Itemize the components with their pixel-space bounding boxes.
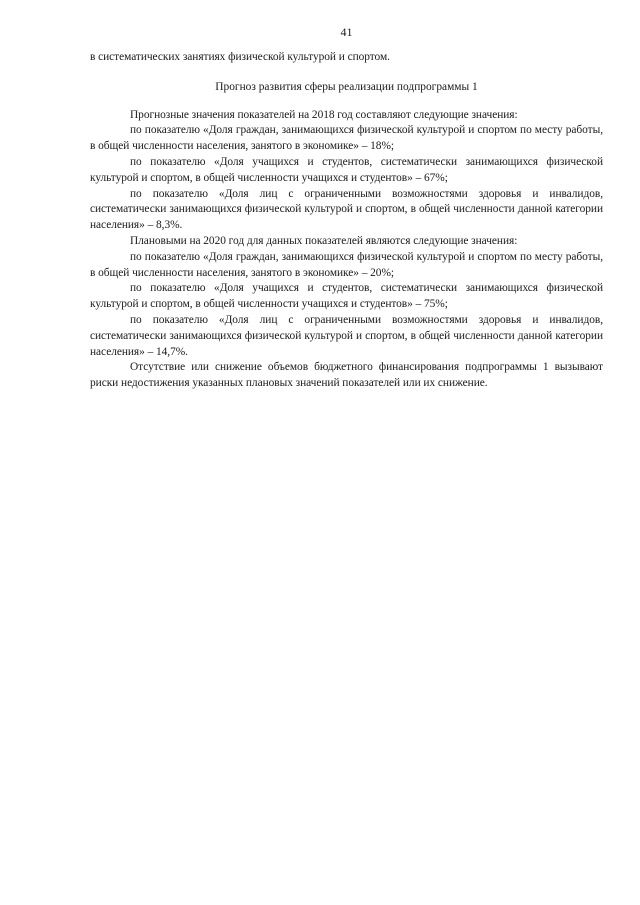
paragraph-funding-risk: Отсутствие или снижение объемов бюджетного финансирования подпрограммы 1 вызывают риски недостижения указанных плановых значений показателей или их снижение. [90, 361, 603, 390]
document-page [90, 24, 603, 392]
continuation-line: в систематических занятиях физической культурой и спортом. [90, 51, 390, 63]
page-number: 41 [340, 25, 353, 39]
section-heading: Прогноз развития сферы реализации подпрограммы 1 [215, 80, 478, 93]
paragraph-forecast-2018-intro: Прогнозные значения показателей на 2018 год составляют следующие значения: [130, 108, 518, 121]
paragraph-forecast-2018-workplace: по показателю «Доля граждан, занимающихся физической культурой и спортом по месту работы, в общей численности населения, занятого в экономике» – 18%; [90, 124, 603, 153]
paragraph-forecast-2018-students: по показателю «Доля учащихся и студентов, систематически занимающихся физической культурой и спортом, в общей численности учащихся и студентов» – 67%; [90, 155, 603, 184]
paragraph-forecast-2018-disabled: по показателю «Доля лиц с ограниченными возможностями здоровья и инвалидов, систематически занимающихся физической культурой и спортом, в общей численности данной категории населения» – 8,3%. [90, 187, 603, 232]
paragraph-plan-2020-workplace: по показателю «Доля граждан, занимающихся физической культурой и спортом по месту работы, в общей численности населения, занятого в экономике» – 20%; [90, 250, 603, 279]
paragraph-plan-2020-disabled: по показателю «Доля лиц с ограниченными возможностями здоровья и инвалидов, систематически занимающихся физической культурой и спортом, в общей численности данной категории населения» – 14,7%. [90, 313, 603, 358]
paragraph-plan-2020-intro: Плановыми на 2020 год для данных показателей являются следующие значения: [130, 234, 518, 247]
paragraph-plan-2020-students: по показателю «Доля учащихся и студентов, систематически занимающихся физической культурой и спортом, в общей численности учащихся и студентов» – 75%; [90, 282, 603, 311]
